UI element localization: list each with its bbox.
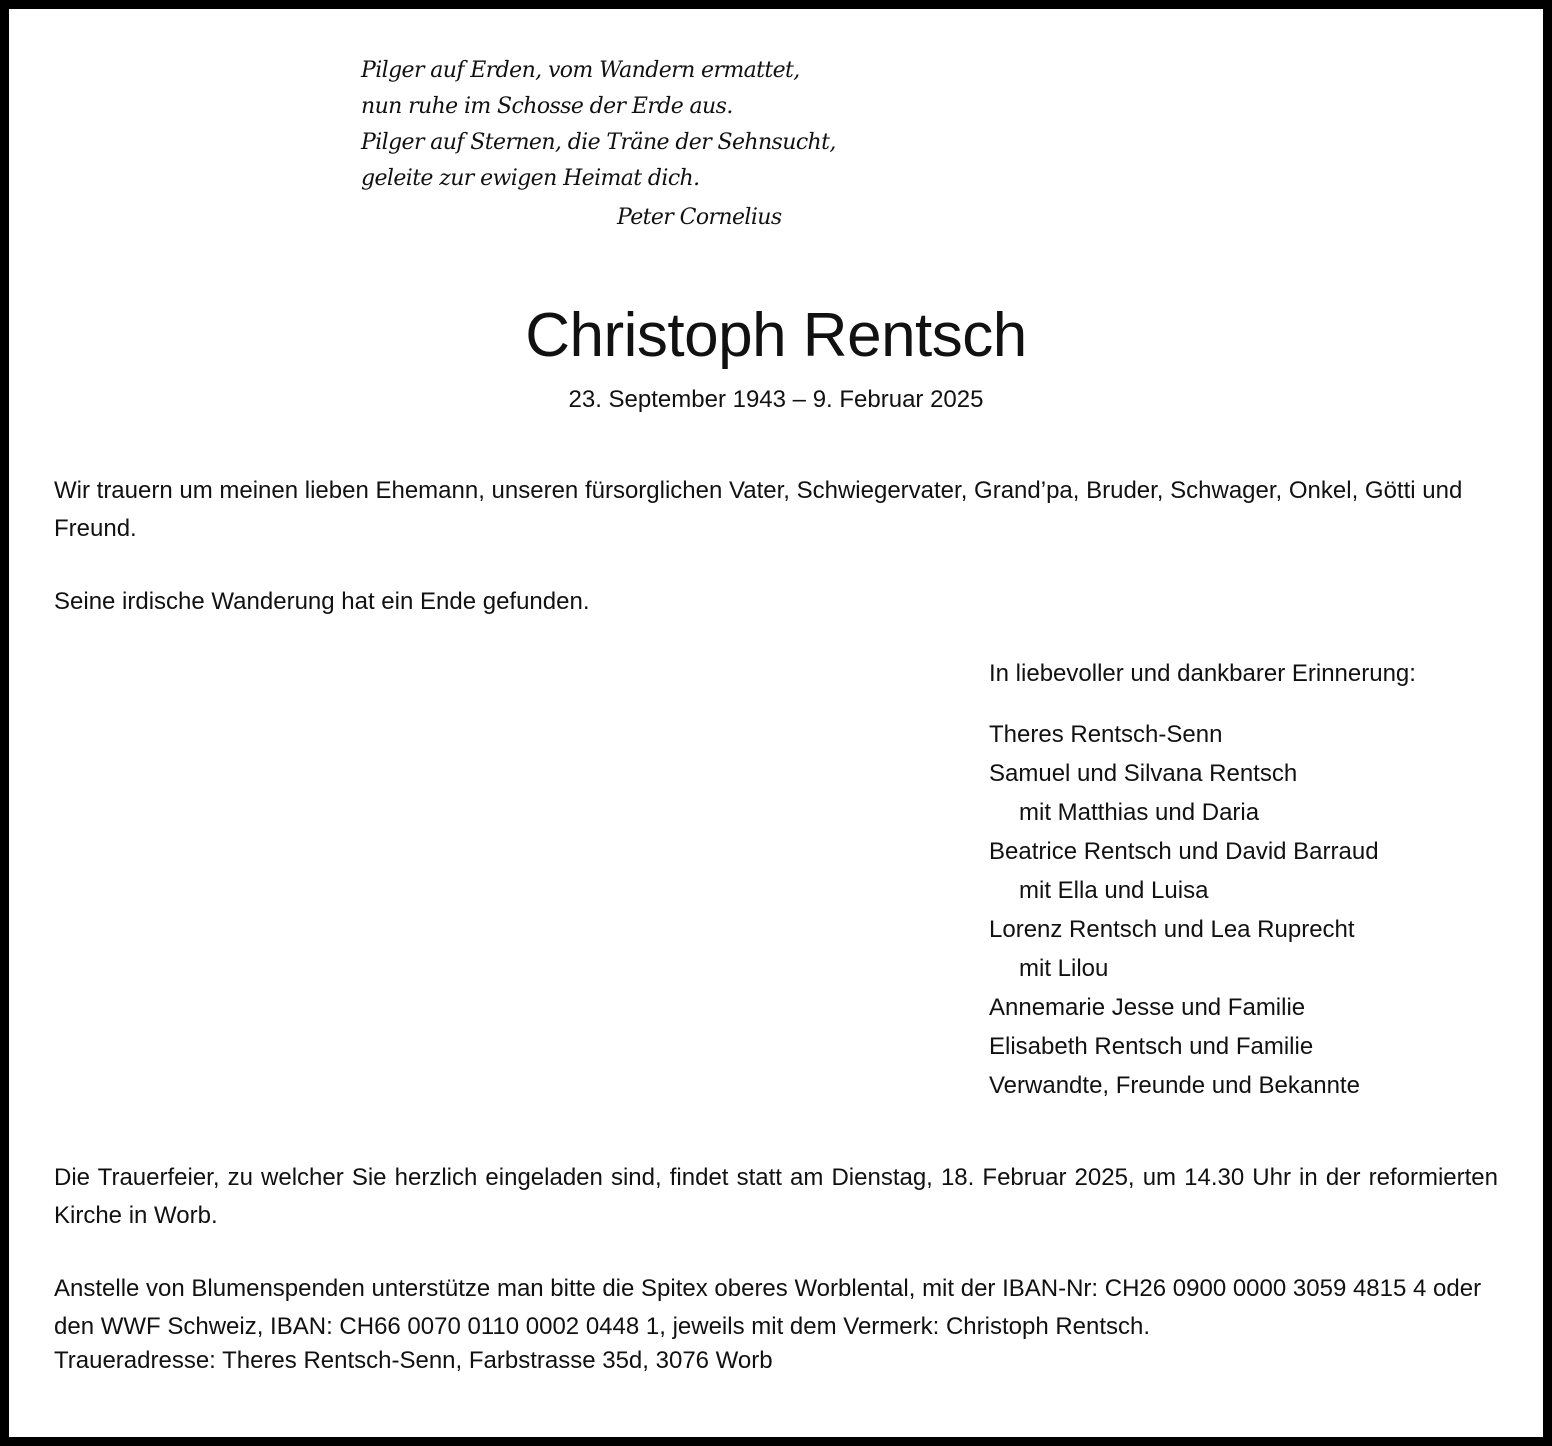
funeral-service-paragraph: Die Trauerfeier, zu welcher Sie herzlich eingeladen sind, findet statt am Dienstag, 18. Februar 2025, um 14.30 Uhr in der reformierten Kirche in Worb. [54,1164,1498,1229]
mourners-list [989,715,1379,1105]
mourner-name: Annemarie Jesse und Familie [989,994,1306,1021]
poem-author: Peter Cornelius [617,205,782,230]
poem-line: Pilger auf Erden, vom Wandern ermattet, [361,58,800,83]
mourning-address: Traueradresse: Theres Rentsch-Senn, Farbstrasse 35d, 3076 Worb [54,1347,773,1374]
mourner-name: Lorenz Rentsch und Lea Ruprecht [989,916,1355,943]
closing-paragraph: Seine irdische Wanderung hat ein Ende gefunden. [54,588,590,615]
mourners-heading: In liebevoller und dankbarer Erinnerung: [989,660,1416,687]
deceased-name: Christoph Rentsch [525,301,1027,370]
mourner-name: Samuel und Silvana Rentsch [989,760,1298,787]
mourning-paragraph: Wir trauern um meinen lieben Ehemann, unseren fürsorglichen Vater, Schwiegervater, Grand’pa, Bruder, Schwager, Onkel, Götti und Freund. [54,477,1463,542]
mourner-name: Elisabeth Rentsch und Familie [989,1033,1314,1060]
life-dates: 23. September 1943 – 9. Februar 2025 [568,386,984,413]
mourner-name: Beatrice Rentsch und David Barraud [989,838,1379,865]
mourner-children: mit Ella und Luisa [1019,877,1209,904]
poem-line: Pilger auf Sternen, die Träne der Sehnsucht, [361,130,836,155]
mourner-name: Verwandte, Freunde und Bekannte [989,1072,1360,1099]
poem-line: nun ruhe im Schosse der Erde aus. [361,94,733,119]
mourner-children: mit Matthias und Daria [1019,799,1260,826]
poem-line: geleite zur ewigen Heimat dich. [361,166,700,191]
donation-paragraph: Anstelle von Blumenspenden unterstütze man bitte die Spitex oberes Worblental, mit der IBAN-Nr: CH26 0900 0000 3059 4815 4 oder den WWF Schweiz, IBAN: CH66 0070 0110 0002 0448 1, jeweils mit dem Vermerk: Christoph Rentsch. [54,1275,1482,1340]
mourner-children: mit Lilou [1019,955,1109,982]
mourner-name: Theres Rentsch-Senn [989,721,1223,748]
poem [361,53,836,197]
